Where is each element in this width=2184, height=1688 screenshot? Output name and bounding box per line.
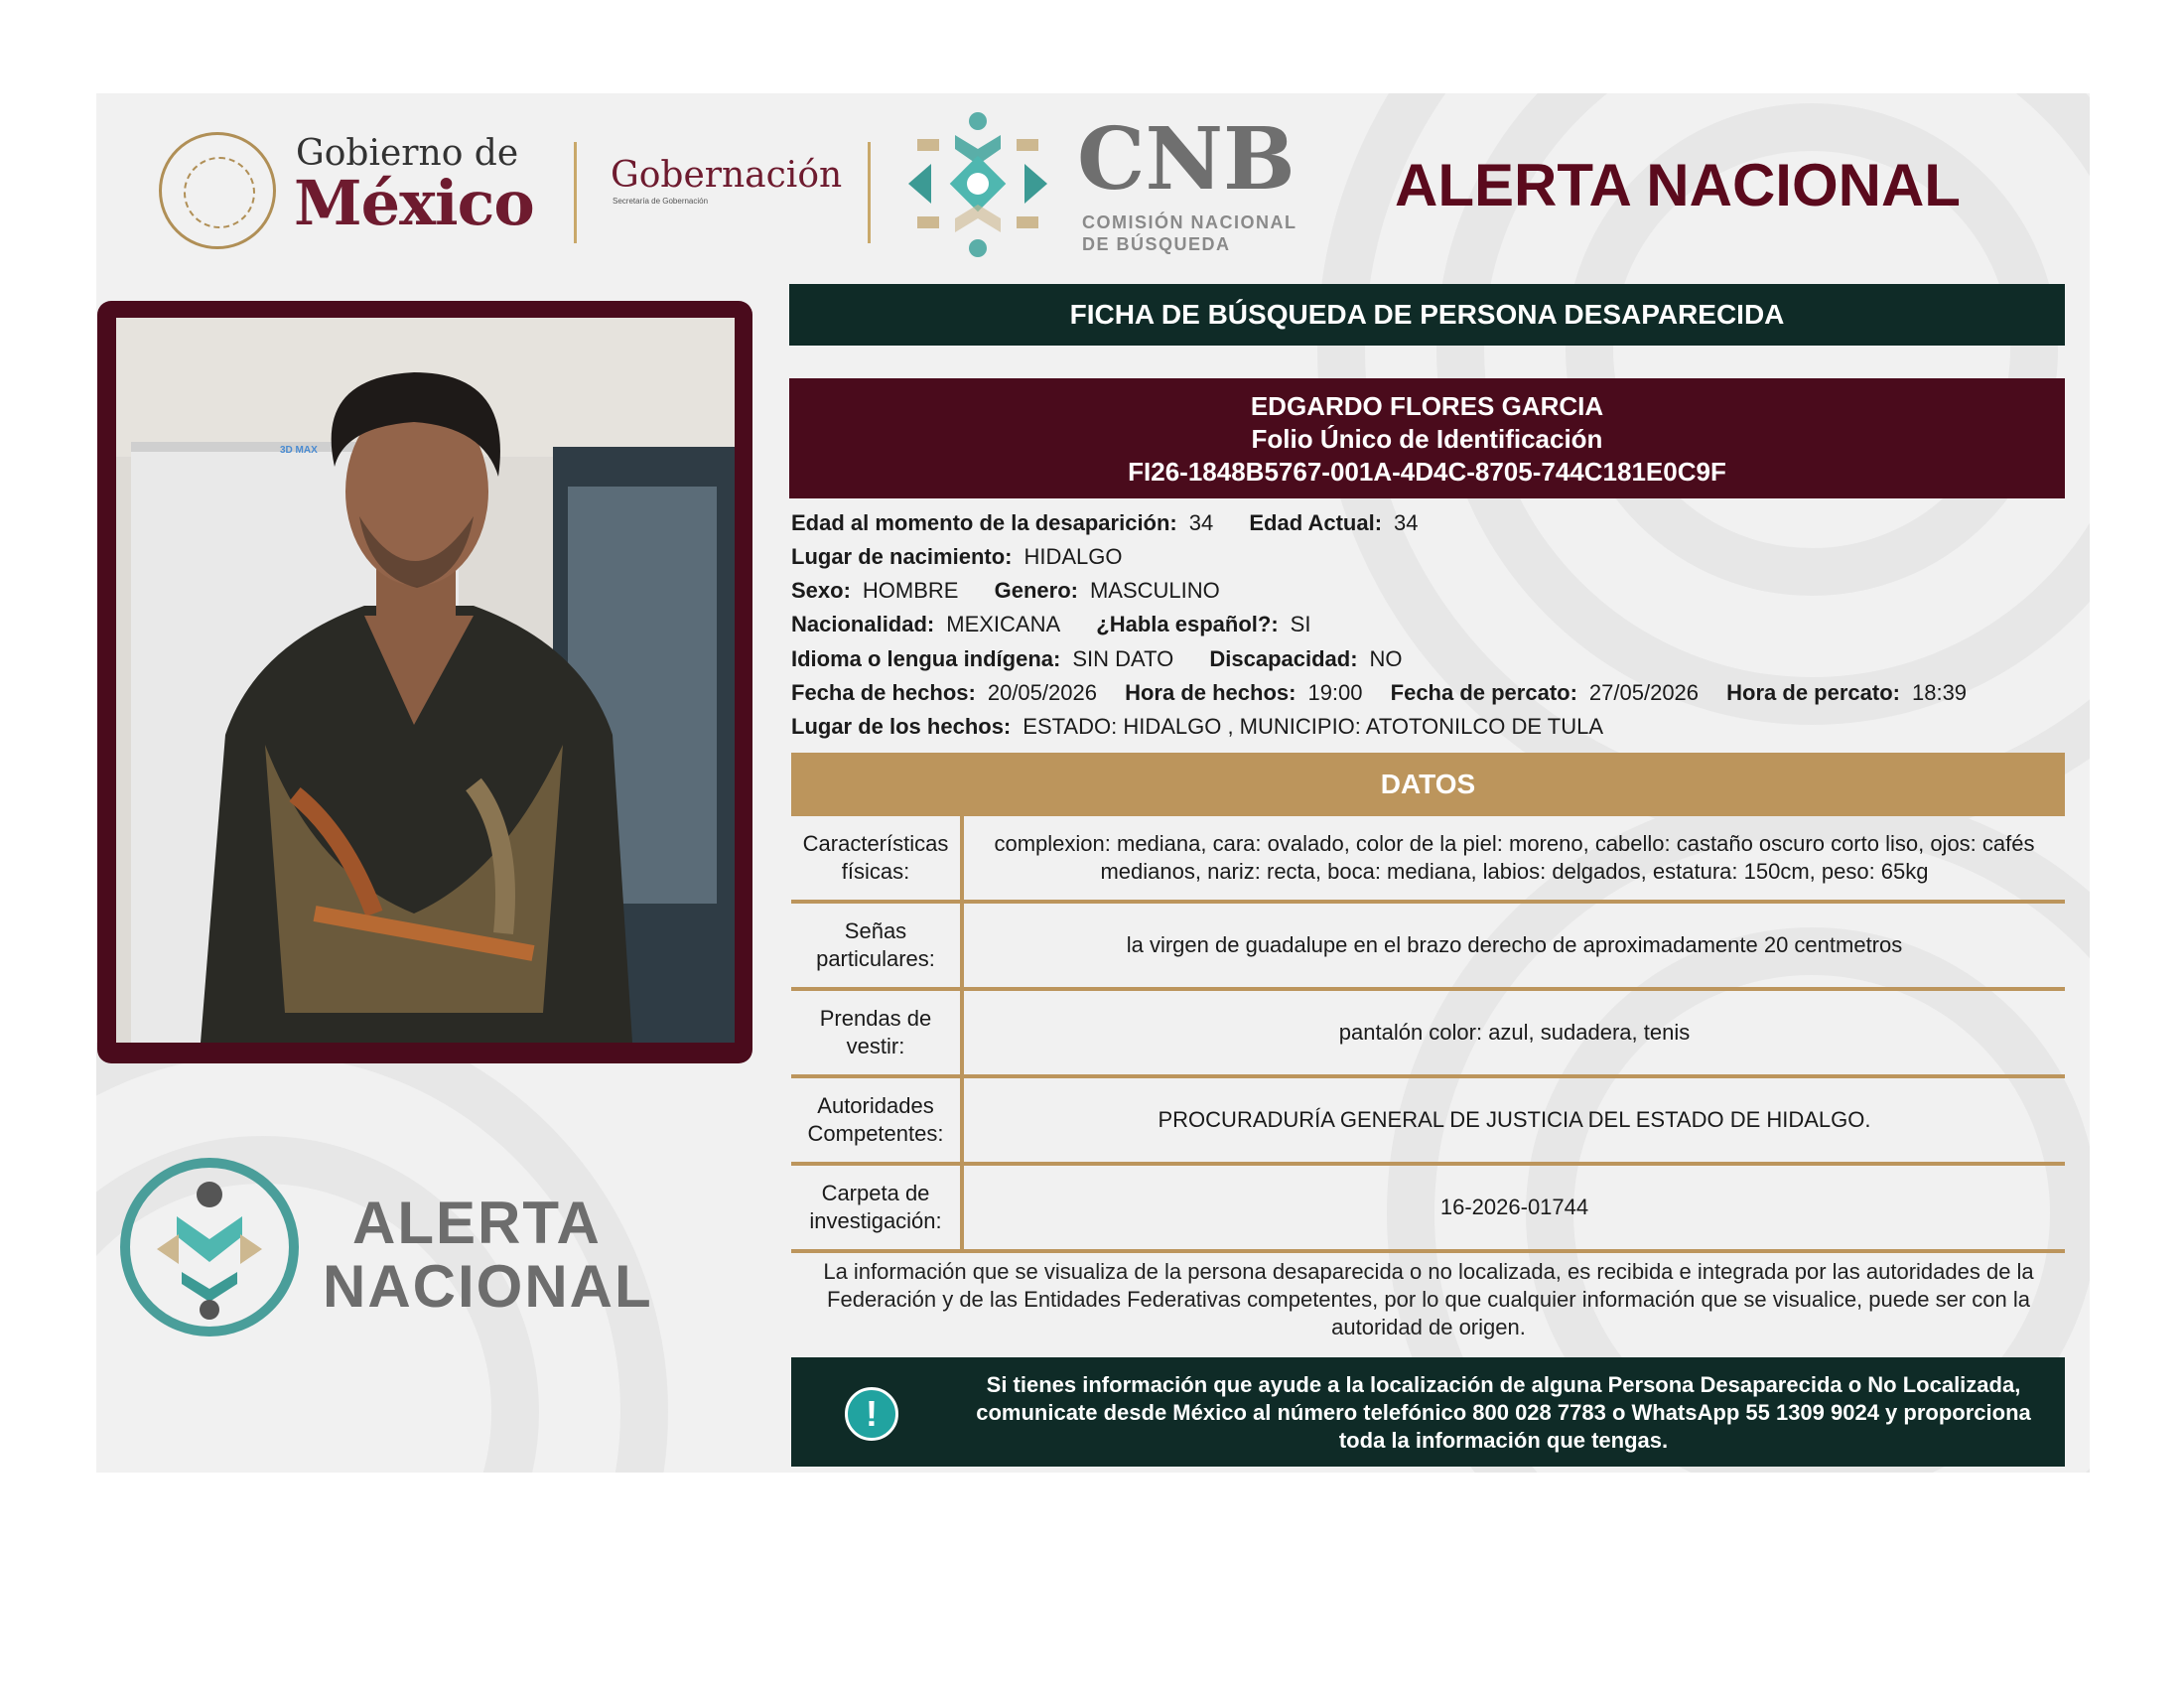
photo-fridge-label: 3D MAX [280,445,318,456]
info-label: Sexo: [791,578,851,603]
missing-person-photo [116,318,735,1043]
alerta-nacional-wordmark [323,1192,653,1319]
info-label: Hora de hechos: [1125,680,1297,705]
info-label: Genero: [994,578,1078,603]
datos-row [791,904,2065,991]
gobierno-mexico-logo [159,127,536,256]
info-row-idioma [791,645,1433,673]
folio-label: Folio Único de Identificación [1251,424,1603,454]
gobernacion-logo: Gobernación [611,155,843,196]
contact-callout [791,1357,2065,1467]
alert-title: ALERTA NACIONAL [1395,152,1961,218]
ficha-title: FICHA DE BÚSQUEDA DE PERSONA DESAPARECIDA [789,284,2065,346]
datos-row-label: Carpeta de investigación: [791,1166,964,1249]
info-label: ¿Habla español?: [1096,612,1279,636]
info-value: MEXICANA [946,612,1061,636]
info-label: Discapacidad: [1209,646,1358,671]
national-seal-icon [159,132,276,249]
info-row-sexo [791,577,1250,605]
contact-callout-text: Si tienes información que ayude a la localización de alguna Persona Desaparecida o No Localizada, comunicate desde México al número telefónico 800 028 7783 o WhatsApp 55 1309 9024 y proporciona toda la información que tengas. [976,1372,2031,1453]
info-value: SI [1290,612,1311,636]
info-row-nacimiento [791,543,1153,571]
datos-row-label: Señas particulares: [791,904,964,987]
datos-row-value: 16-2026-01744 [1439,1195,1589,1219]
alerta-wordmark-line1: ALERTA [352,1190,602,1256]
info-row-fechas [791,679,1996,707]
info-row-lugar [791,713,1633,741]
header-divider [574,142,577,243]
cnb-subtitle-line2: DE BÚSQUEDA [1082,234,1231,254]
info-value: 20/05/2026 [987,680,1097,705]
header-divider [868,142,871,243]
info-value: HIDALGO [1024,544,1123,569]
info-label: Edad al momento de la desaparición: [791,510,1177,535]
datos-row-value: PROCURADURÍA GENERAL DE JUSTICIA DEL ESTADO DE HIDALGO. [1158,1107,1871,1132]
info-label: Lugar de los hechos: [791,714,1012,739]
folio-number: FI26-1848B5767-001A-4D4C-8705-744C181E0C9F [1128,457,1726,487]
cnb-subtitle [1082,211,1297,255]
person-name: EDGARDO FLORES GARCIA [1250,391,1604,421]
info-label: Nacionalidad: [791,612,935,636]
datos-title: DATOS [791,753,2065,816]
info-value: SIN DATO [1072,646,1174,671]
datos-row-value: complexion: mediana, cara: ovalado, color de la piel: moreno, cabello: castaño oscuro corto liso, ojos: cafés medianos, nariz: recta, boca: mediana, labios: delgados, estatura: 150cm, peso: 65kg [994,831,2035,884]
info-label: Idioma o lengua indígena: [791,646,1061,671]
info-value: 34 [1394,510,1419,535]
info-value: MASCULINO [1089,578,1220,603]
info-value: 34 [1188,510,1214,535]
cnb-subtitle-line1: COMISIÓN NACIONAL [1082,212,1297,232]
info-label: Fecha de hechos: [791,680,976,705]
datos-row [791,1078,2065,1166]
info-label: Lugar de nacimiento: [791,544,1013,569]
info-value: NO [1369,646,1403,671]
cnb-emblem-icon [903,109,1052,258]
info-value: ESTADO: HIDALGO , MUNICIPIO: ATOTONILCO DE TULA [1023,714,1604,739]
info-value: 27/05/2026 [1588,680,1700,705]
gobierno-line1: Gobierno de [296,133,519,174]
gobierno-line2: México [294,167,534,239]
disclaimer-text: La información que se visualiza de la persona desaparecida o no localizada, es recibida e integrada por las autoridades de la Federación y de las Entidades Federativas competentes, por lo que cualquier información que se visualice, puede ser con la autoridad de origen. [823,1259,2034,1339]
datos-row [791,816,2065,904]
info-value: 19:00 [1307,680,1363,705]
datos-row-label: Características físicas: [791,816,964,900]
gobernacion-subtitle: Secretaría de Gobernación [613,197,709,206]
info-label: Hora de percato: [1726,680,1900,705]
datos-row [791,1166,2065,1253]
datos-row-label: Prendas de vestir: [791,991,964,1074]
info-label: Edad Actual: [1249,510,1383,535]
datos-row-label: Autoridades Competentes: [791,1078,964,1162]
info-label: Fecha de percato: [1390,680,1577,705]
cnb-wordmark: CNB [1077,109,1296,210]
info-value: 18:39 [1911,680,1968,705]
datos-row [791,991,2065,1078]
alerta-wordmark-line2: NACIONAL [323,1253,653,1320]
info-value: HOMBRE [862,578,959,603]
datos-row-value: pantalón color: azul, sudadera, tenis [1338,1020,1691,1045]
person-header [789,378,2065,498]
exclamation-icon: ! [845,1387,898,1441]
info-row-nacionalidad [791,611,1340,638]
info-row-edad [791,509,1448,537]
alerta-nacional-logo [117,1155,302,1339]
datos-row-value: la virgen de guadalupe en el brazo derecho de aproximadamente 20 centmetros [1126,932,1903,957]
